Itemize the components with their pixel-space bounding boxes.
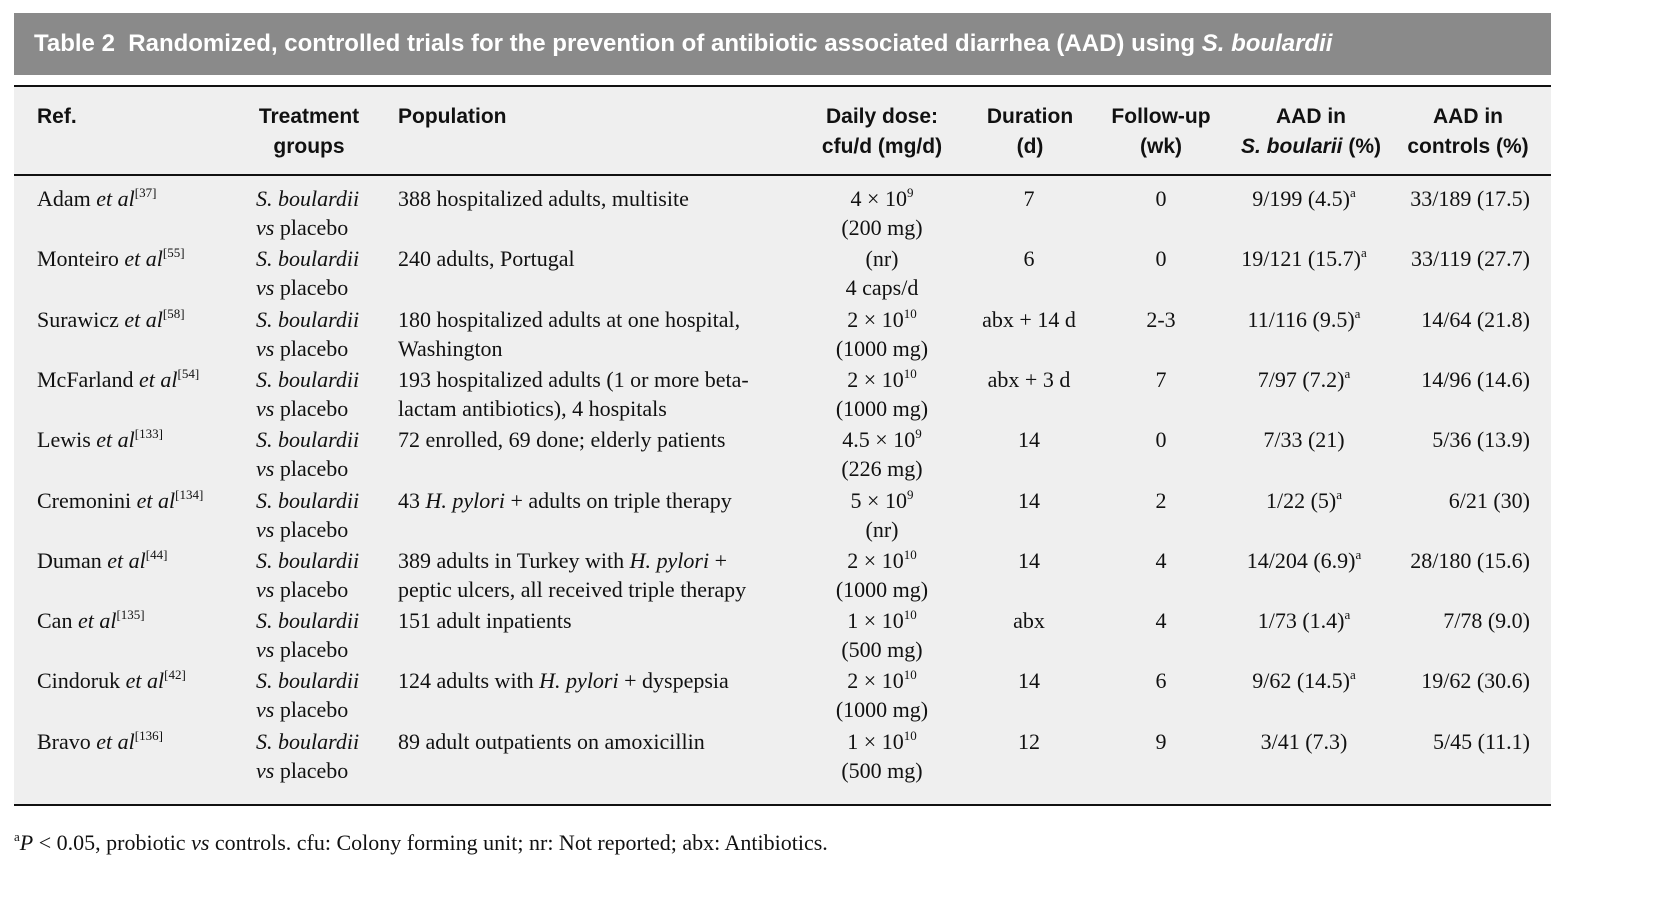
cell-dose: $2 \times 10^{10}$ (1000 mg) [835,546,929,602]
population-line-1: 240 adults, Portugal [398,246,575,272]
cell-dose: $1 \times 10^{10}$ (500 mg) [841,607,923,663]
cell-duration: 14 [1018,427,1040,453]
cell-aad-sb: 1/22 $(5)^a$ [1265,486,1343,513]
population-line-1: 193 hospitalized adults (1 or more beta- [398,366,749,392]
table-footnote: $^a$P < 0.05, probiotic vs controls. cfu: Colony forming unit; nr: Not reported; abx: Antibiotics. [14,829,828,855]
cell-aad-sb: 19/121 $(15.7)^a$ [1241,245,1367,272]
cell-aad-sb: 14/204 $(6.9)^a$ [1246,546,1362,573]
cell-ref: Duman et al[44] [37,546,168,573]
table-header [14,87,1551,176]
cell-population [398,546,746,604]
cell-treatment: S. boulardii vs placebo [256,306,360,361]
cell-population [398,184,689,213]
table-row [14,425,1551,485]
cell-followup: 7 [1155,366,1167,392]
cell-dose: $4 \times 10^9$ (200 mg) [841,185,923,240]
cell-ref: McFarland et al[54] [37,365,200,392]
cell-population [398,365,749,423]
cell-duration: abx + 14 d [982,306,1076,332]
population-line-1: 151 adult inpatients [398,608,572,634]
cell-treatment: S. boulardii vs placebo [256,186,360,240]
cell-population [398,425,725,454]
table-title-organism: S. boulardii [1201,30,1333,57]
cell-treatment: S. boulardii vs placebo [256,728,360,783]
cell-treatment: S. boulardii vs placebo [256,547,360,602]
cell-treatment: S. boulardii vs placebo [256,668,360,723]
population-line-1: 43 H. pylori + adults on triple therapy [398,487,732,513]
cell-aad-sb: 9/199 $(4.5)^a$ [1252,185,1356,211]
col-header-aad-controls: AAD in controls (%) [1407,105,1529,158]
cell-aad-sb: 11/116 $(9.5)^a$ [1247,305,1361,332]
cell-aad-sb: 1/73 $(1.4)^a$ [1257,607,1351,634]
cell-aad-controls: 33/189 (17.5) [1410,186,1530,211]
col-header-treatment: Treatment groups [258,105,360,158]
population-line-1: 72 enrolled, 69 done; elderly patients [398,427,726,453]
cell-ref: Can et al[135] [37,607,145,634]
population-line-1: 388 hospitalized adults, multisite [398,186,689,211]
cell-followup: 6 [1155,668,1167,694]
cell-aad-sb: 3/41 (7.3) [1260,728,1348,754]
cell-ref: Adam et al[37] [37,185,157,211]
cell-aad-sb: 7/97 $(7.2)^a$ [1257,365,1351,392]
cell-duration: abx [1013,608,1045,634]
cell-ref: Surawicz et al[58] [37,305,185,332]
cell-dose: $2 \times 10^{10}$ (1000 mg) [835,667,929,723]
cell-dose: $4.5 \times 10^9$ (226 mg) [841,426,923,482]
cell-aad-sb: 7/33 (21) [1263,427,1345,453]
cell-treatment: S. boulardii vs placebo [256,608,360,663]
cell-aad-controls: 33/119 (27.7) [1411,246,1530,272]
cell-population [398,305,740,363]
cell-population [398,606,572,635]
data-table [14,85,1551,806]
table-row [14,365,1551,425]
col-header-population: Population [398,105,507,128]
cell-treatment: S. boulardii vs placebo [256,246,360,301]
cell-duration: abx + 3 d [987,366,1071,392]
cell-treatment: S. boulardii vs placebo [256,487,360,542]
cell-followup: 4 [1155,547,1167,573]
cell-followup: 2-3 [1146,306,1176,332]
cell-aad-controls: 28/180 (15.6) [1410,547,1530,573]
cell-duration: 14 [1018,547,1040,573]
col-header-duration: Duration (d) [986,105,1074,158]
cell-population [398,727,705,756]
table-row [14,184,1551,244]
cell-followup: 0 [1155,246,1167,272]
cell-population [398,244,575,273]
cell-population [398,486,732,515]
table-row [14,546,1551,606]
table-title-text: Randomized, controlled trials for the prevention of antibiotic associated diarrhea (AAD) using [128,30,1196,57]
cell-dose: $1 \times 10^{10}$ (500 mg) [841,727,923,783]
cell-aad-controls: 19/62 (30.6) [1421,668,1530,694]
table-row [14,666,1551,726]
cell-duration: 12 [1018,728,1040,754]
cell-ref: Bravo et al[136] [37,727,163,754]
cell-dose: $5 \times 10^9$ (nr) [850,486,914,542]
cell-aad-controls: 5/36 (13.9) [1432,427,1530,453]
cell-aad-controls: 5/45 (11.1) [1433,728,1530,754]
cell-dose: $2 \times 10^{10}$ (1000 mg) [835,305,929,361]
population-line-2: peptic ulcers, all received triple therapy [398,576,747,602]
col-header-aad-sb: AAD in S. boularii (%) [1240,105,1381,158]
cell-duration: 14 [1018,668,1040,694]
table-label: Table 2 [34,30,115,57]
population-line-1: 180 hospitalized adults at one hospital, [398,306,741,332]
cell-duration: 7 [1023,186,1035,211]
col-header-followup: Follow-up (wk) [1111,105,1211,158]
cell-aad-controls: 14/96 (14.6) [1421,366,1530,392]
table-row [14,244,1551,304]
population-line-2: Washington [398,335,503,361]
cell-followup: 0 [1155,186,1167,211]
cell-dose: $2 \times 10^{10}$ (1000 mg) [835,365,929,421]
cell-ref: Monteiro et al[55] [37,245,185,272]
table-row [14,486,1551,546]
cell-aad-controls: 14/64 (21.8) [1421,306,1530,332]
population-line-1: 89 adult outpatients on amoxicillin [398,728,705,754]
col-header-dose: Daily dose: cfu/d (mg/d) [821,105,943,158]
cell-aad-sb: 9/62 $(14.5)^a$ [1252,667,1356,694]
population-line-2: lactam antibiotics), 4 hospitals [398,395,667,421]
cell-population [398,666,729,695]
population-line-1: 124 adults with H. pylori + dyspepsia [398,668,729,694]
table-row [14,727,1551,787]
cell-aad-controls: 7/78 (9.0) [1443,608,1530,634]
cell-aad-controls: 6/21 (30) [1448,487,1530,513]
cell-ref: Lewis et al[133] [37,426,163,453]
table-title [14,13,1551,75]
cell-duration: 6 [1023,246,1035,272]
cell-treatment: S. boulardii vs placebo [256,427,360,482]
cell-followup: 4 [1155,608,1167,634]
table-row [14,606,1551,666]
cell-treatment: S. boulardii vs placebo [256,366,360,421]
cell-followup: 2 [1155,487,1167,513]
cell-followup: 0 [1155,427,1167,453]
cell-duration: 14 [1018,487,1040,513]
population-line-1: 389 adults in Turkey with H. pylori + [398,547,728,573]
col-header-ref: Ref. [37,105,77,128]
cell-ref: Cindoruk et al[42] [37,667,186,694]
table-row [14,305,1551,365]
cell-followup: 9 [1155,728,1167,754]
cell-dose: (nr) 4 caps/d [845,246,919,301]
cell-ref: Cremonini et al[134] [37,486,204,513]
